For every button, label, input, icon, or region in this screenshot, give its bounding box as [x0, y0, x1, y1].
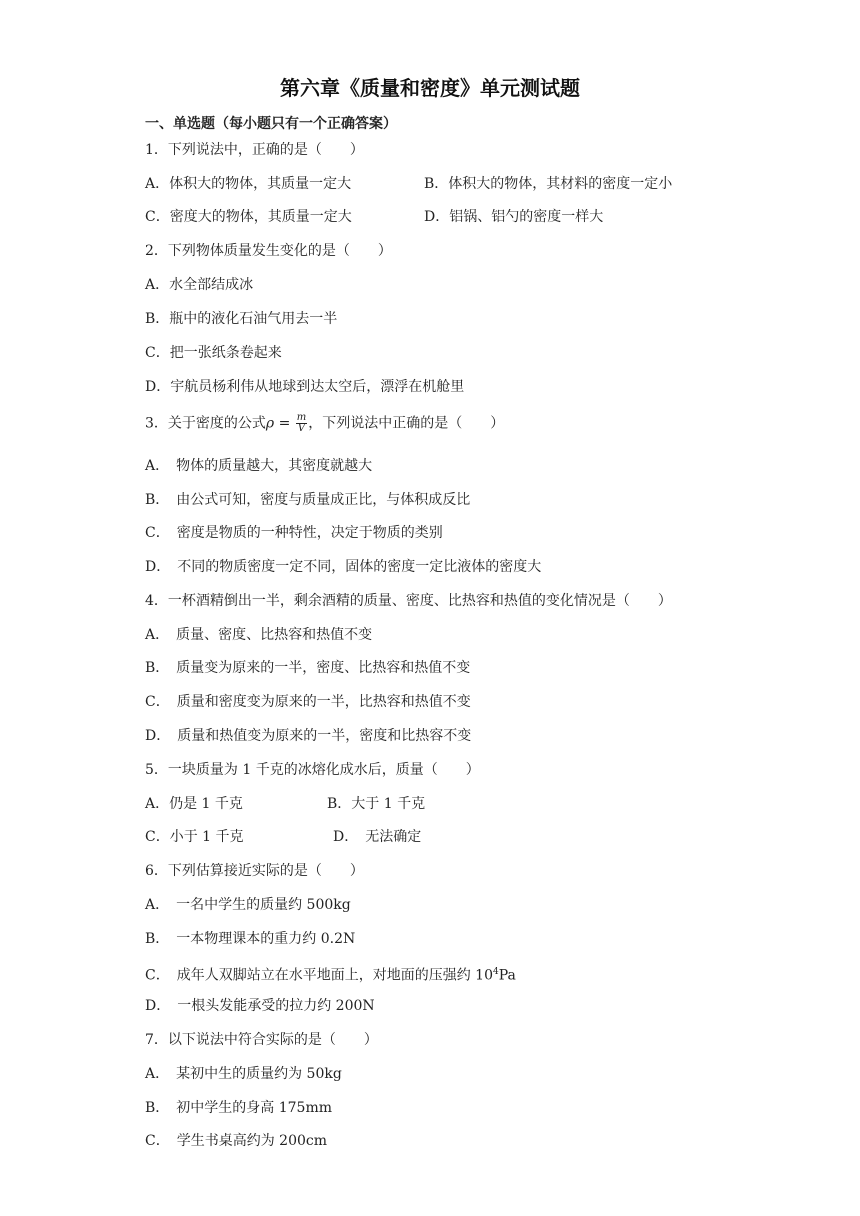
question-5-stem: 5．一块质量为 1 千克的冰熔化成水后，质量（ ）: [145, 762, 480, 778]
question-2-option-b: B．瓶中的液化石油气用去一半: [145, 311, 338, 327]
formula-denominator: V: [297, 423, 306, 434]
question-3-stem: [145, 413, 504, 434]
question-1-option-b: B．体积大的物体，其材料的密度一定小: [424, 176, 673, 192]
formula-equals: =: [274, 415, 295, 432]
question-2-option-d: D．宇航员杨利伟从地球到达太空后，漂浮在机舱里: [145, 379, 465, 395]
density-formula: [266, 413, 308, 434]
question-3-option-a: A． 物体的质量越大，其密度就越大: [145, 458, 373, 474]
question-2-option-c: C．把一张纸条卷起来: [145, 345, 282, 361]
question-4-option-b: B． 质量变为原来的一半，密度、比热容和热值不变: [145, 660, 471, 676]
question-7-option-a: A． 某初中生的质量约为 50kg: [145, 1066, 342, 1082]
formula-rho: ρ: [265, 415, 275, 432]
question-6-option-c-text: C． 成年人双脚站立在水平地面上，对地面的压强约 10: [145, 967, 493, 984]
question-1-stem: 1．下列说法中，正确的是（ ）: [145, 142, 364, 158]
section-heading: 一、单选题（每小题只有一个正确答案）: [145, 116, 397, 132]
question-6-option-a: A． 一名中学生的质量约 500kg: [145, 897, 351, 913]
question-2-option-a: A．水全部结成冰: [145, 277, 254, 293]
question-4-option-c: C． 质量和密度变为原来的一半，比热容和热值不变: [145, 694, 471, 710]
question-6-option-c-exponent: 4: [492, 967, 499, 977]
question-4-stem: 4．一杯酒精倒出一半，剩余酒精的质量、密度、比热容和热值的变化情况是（ ）: [145, 593, 672, 609]
question-2-stem: 2．下列物体质量发生变化的是（ ）: [145, 243, 392, 259]
question-3-stem-prefix: 3．关于密度的公式: [145, 415, 266, 432]
question-6-option-b: B． 一本物理课本的重力约 0.2N: [145, 931, 356, 947]
question-1-option-a: A．体积大的物体，其质量一定大: [145, 176, 352, 192]
question-1-option-d: D．铝锅、铝勺的密度一样大: [424, 209, 604, 225]
question-5-option-c: C．小于 1 千克: [145, 829, 244, 845]
question-7-option-b: B． 初中学生的身高 175mm: [145, 1100, 333, 1116]
question-6-option-c: [145, 962, 516, 986]
question-6-option-d: D． 一根头发能承受的拉力约 200N: [145, 998, 375, 1014]
formula-fraction: [296, 413, 307, 434]
question-4-option-a: A． 质量、密度、比热容和热值不变: [145, 627, 373, 643]
question-5-option-d: D． 无法确定: [333, 829, 422, 845]
question-6-stem: 6．下列估算接近实际的是（ ）: [145, 863, 364, 879]
formula-numerator: m: [296, 412, 307, 423]
question-4-option-d: D． 质量和热值变为原来的一半，密度和比热容不变: [145, 728, 472, 744]
question-5-option-b: B．大于 1 千克: [327, 796, 426, 812]
question-5-option-a: A．仍是 1 千克: [145, 796, 243, 812]
question-3-option-b: B． 由公式可知，密度与质量成正比，与体积成反比: [145, 492, 471, 508]
question-3-option-c: C． 密度是物质的一种特性，决定于物质的类别: [145, 525, 443, 541]
question-3-option-d: D． 不同的物质密度一定不同，固体的密度一定比液体的密度大: [145, 559, 542, 575]
question-6-option-c-unit: Pa: [498, 967, 516, 984]
page-title: 第六章《质量和密度》单元测试题: [280, 76, 580, 100]
question-1-option-c: C．密度大的物体，其质量一定大: [145, 209, 352, 225]
question-7-stem: 7．以下说法中符合实际的是（ ）: [145, 1032, 378, 1048]
question-7-option-c: C． 学生书桌高约为 200cm: [145, 1133, 327, 1149]
question-3-stem-suffix: ，下列说法中正确的是（ ）: [308, 415, 505, 432]
